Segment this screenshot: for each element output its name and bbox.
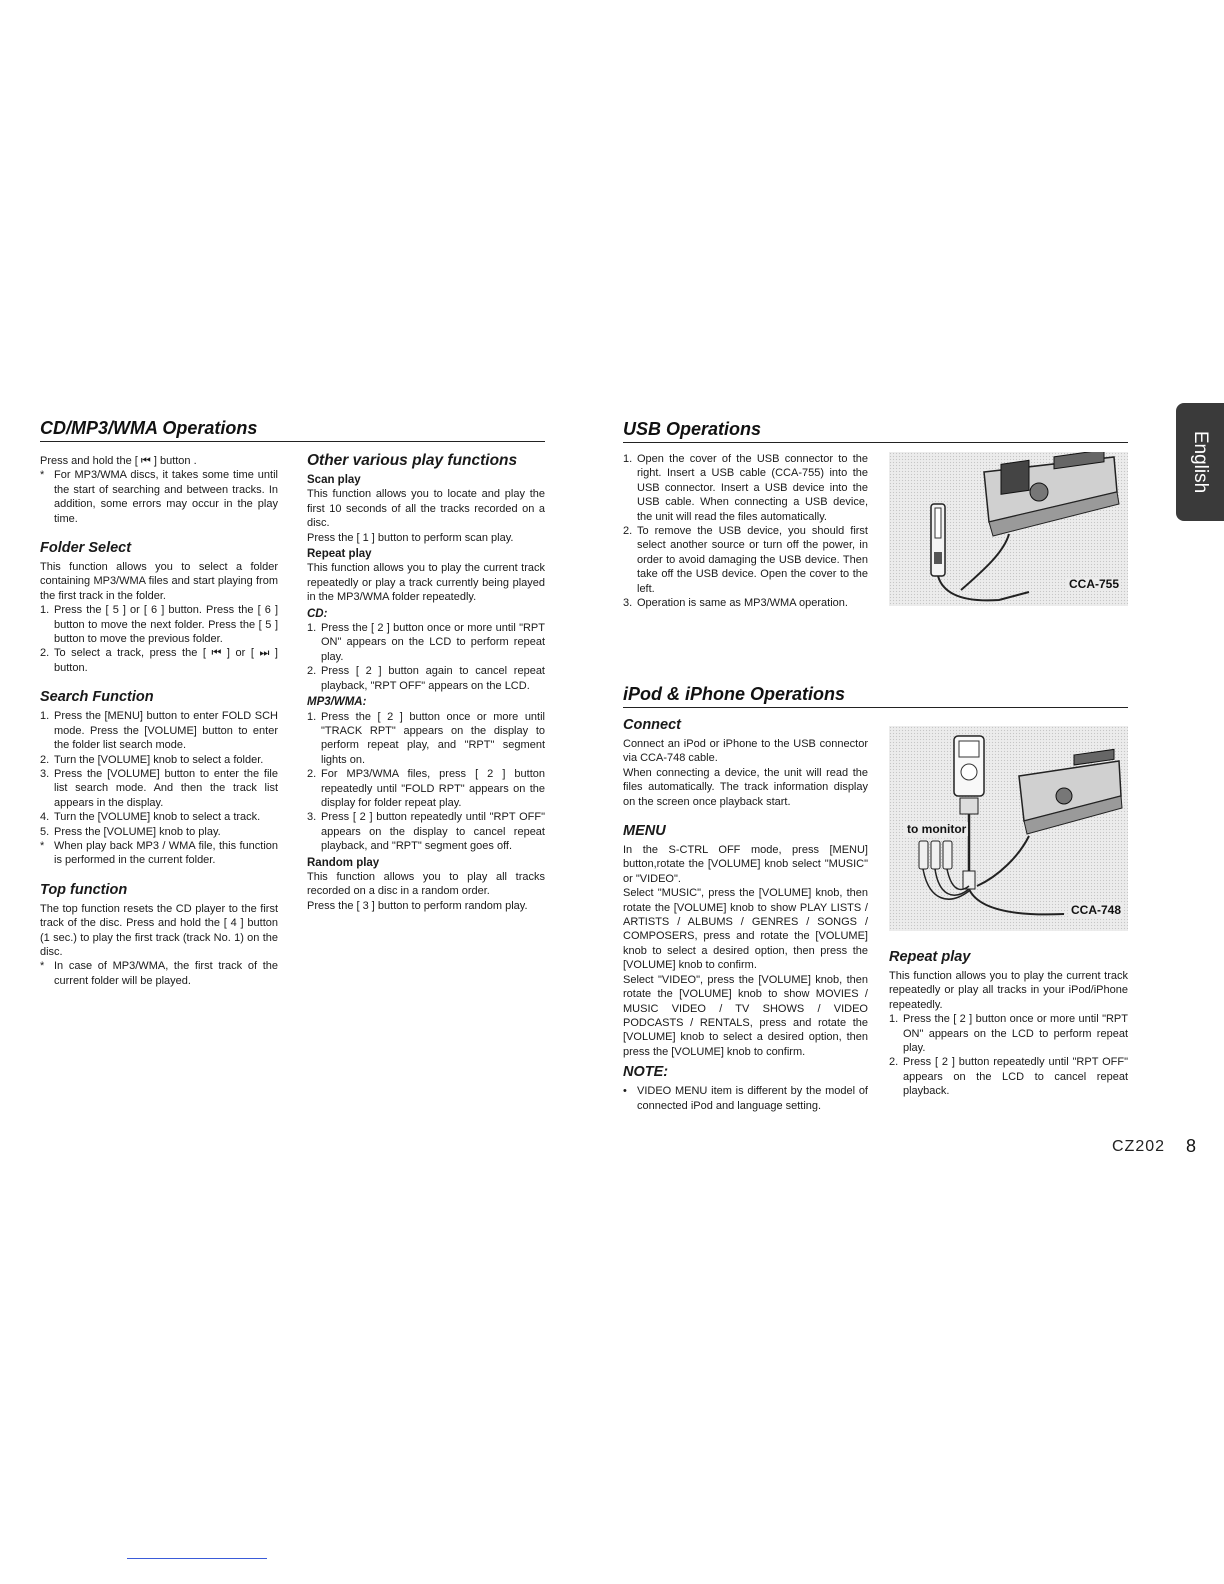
- random-play-press: Press the [ 3 ] button to perform random play.: [307, 899, 528, 912]
- top-function-title: Top function: [40, 881, 128, 898]
- note-title: NOTE:: [623, 1064, 669, 1081]
- language-tab-label: English: [1190, 430, 1211, 494]
- scan-play-title: Scan play: [307, 474, 361, 486]
- head-unit-drawing: [984, 452, 1119, 536]
- section-title-usb: USB Operations: [623, 419, 762, 439]
- list-item: 2. To remove the USB device, you should first select another source or turn off the power, in order to avoid damaging the USB device. Then take off the USB device. Open the cover to the left.: [623, 525, 868, 595]
- connect-title: Connect: [623, 717, 681, 733]
- list-item: 1. Press the [MENU] button to enter FOLD SCH mode. Press the [VOLUME] button to enter the folder list search mode.: [40, 710, 278, 752]
- menu-music: Select "MUSIC", press the [VOLUME] knob, then rotate the [VOLUME] knob to show PLAY LISTS / ARTISTS / ALBUMS / GENRES / SONGS / COMPOSERS, press and rotate the [VOLUME] knob to select a desired option, then press the [VOLUME] knob to confirm.: [623, 887, 868, 972]
- menu-desc: In the S-CTRL OFF mode, press [MENU] button,rotate the [VOLUME] knob select "MUSIC" or "VIDEO".: [623, 844, 868, 885]
- scan-play-press: Press the [ 1 ] button to perform scan play.: [307, 531, 514, 544]
- list-item: 1. Press the [ 2 ] button once or more until "TRACK RPT" appears on the display to perform repeat play, and "RPT" segment lights on.: [307, 710, 545, 766]
- head-unit-drawing: [1019, 749, 1122, 834]
- section-rule-ipod: [623, 707, 1128, 708]
- list-item: 4. Turn the [VOLUME] knob to select a track.: [40, 811, 261, 824]
- ipod-column: [623, 716, 868, 1113]
- list-item: 3. Operation is same as MP3/WMA operation.: [623, 597, 848, 610]
- mp3-label: MP3/WMA:: [307, 696, 367, 709]
- ipod-repeat-title: Repeat play: [889, 949, 971, 965]
- ipod-figure-monitor-label: to monitor: [907, 822, 967, 836]
- random-play-desc: This function allows you to play all tracks recorded on a disc in a random order.: [307, 870, 545, 898]
- list-item: 2. Turn the [VOLUME] knob to select a folder.: [40, 753, 264, 766]
- folder-select-desc: This function allows you to select a folder containing MP3/WMA files and start playing from the first track in the folder.: [40, 561, 278, 602]
- list-item: 3. Press [ 2 ] button repeatedly until "RPT OFF" appears on the display to cancel repeat playback, and "RPT" segment goes off.: [307, 811, 545, 853]
- ipod-repeat-desc: This function allows you to play the current track repeatedly or play all tracks in your iPod/iPhone repeatedly.: [889, 970, 1128, 1011]
- list-item: 2. Press [ 2 ] button repeatedly until "RPT OFF" appears on the LCD to cancel repeat playback.: [889, 1056, 1128, 1098]
- search-function-title: Search Function: [40, 689, 154, 706]
- connect-desc: Connect an iPod or iPhone to the USB connector via CCA-748 cable.: [623, 738, 868, 765]
- bottom-link-underline: [127, 1558, 267, 1559]
- top-function-desc: The top function resets the CD player to the first track of the disc. Press and hold the [ 4 ] button (1 sec.) to play the first track (track No. 1) on the disc.: [40, 902, 278, 958]
- search-note: * When play back MP3 / WMA file, this function is performed in the current folder.: [40, 839, 278, 867]
- section-title-ipod: iPod & iPhone Operations: [623, 684, 846, 704]
- list-item: 1. Open the cover of the USB connector to the right. Insert a USB cable (CCA-755) into the USB connector. Insert a USB device into the USB cable. When connecting a USB device, the unit will read the files automatically.: [623, 453, 868, 523]
- footer-model: CZ202: [1112, 1138, 1166, 1155]
- ipod-figure: [889, 726, 1128, 931]
- ipod-figure-cable-label: CCA-748: [1071, 903, 1122, 917]
- section-rule-usb: [623, 442, 1128, 443]
- top-function-note: * In case of MP3/WMA, the first track of the current folder will be played.: [40, 960, 278, 987]
- list-item: 2. To select a track, press the [ ⏮ ] or [ ⏭ ] button.: [40, 647, 278, 674]
- section-title-cd: CD/MP3/WMA Operations: [40, 418, 258, 438]
- menu-video: Select "VIDEO", press the [VOLUME] knob, then rotate the [VOLUME] knob to show MOVIES / MUSIC VIDEO / TV SHOWS / VIDEO PODCASTS / RENTALS, press and rotate the [VOLUME] knob to select a desired option, then press the [VOLUME] knob to confirm.: [623, 973, 868, 1058]
- random-play-title: Random play: [307, 856, 380, 869]
- note-item: • VIDEO MENU item is different by the model of connected iPod and language setting.: [623, 1085, 868, 1112]
- asterisk-marker: *: [40, 469, 45, 482]
- connect-desc-2: When connecting a device, the unit will read the files automatically. The track information display on the screen once playback start.: [623, 766, 868, 808]
- other-functions-title: Other various play functions: [307, 452, 518, 469]
- cd-column: [40, 454, 278, 988]
- usb-figure-label: CCA-755: [1069, 577, 1120, 591]
- list-item: 1. Press the [ 2 ] button once or more until "RPT ON" appears on the LCD to perform repeat play.: [307, 622, 545, 663]
- language-tab: [1176, 403, 1224, 521]
- repeat-play-desc: This function allows you to play the current track repeatedly or play a track currently being played in the MP3/WMA folder repeatedly.: [307, 562, 545, 604]
- page-number: 8: [1186, 1136, 1197, 1156]
- list-item: 5. Press the [VOLUME] knob to play.: [40, 825, 221, 838]
- usb-column: [623, 452, 868, 610]
- usb-figure: [889, 452, 1128, 606]
- section-rule-cd: [40, 441, 545, 442]
- list-item: 2. Press [ 2 ] button again to cancel repeat playback, "RPT OFF" appears on the LCD.: [307, 665, 545, 692]
- list-item: 3. Press the [VOLUME] button to enter the file list search mode. And then the track list appears in the display.: [40, 767, 278, 809]
- other-column: [307, 452, 545, 913]
- list-item: 2. For MP3/WMA files, press [ 2 ] button repeatedly until "FOLD RPT" appears on the display for folder repeat play.: [307, 768, 545, 809]
- list-item: 1. Press the [ 5 ] or [ 6 ] button. Press the [ 6 ] button to move the next folder. Press the [ 5 ] button to move the previous folder.: [40, 604, 278, 646]
- cd-intro-note: * For MP3/WMA discs, it takes some time until the start of searching and between tracks. In addition, some errors may occur in the play time.: [40, 469, 278, 525]
- list-item: 1. Press the [ 2 ] button once or more until "RPT ON" appears on the LCD to perform repeat play.: [889, 1013, 1128, 1055]
- menu-title: MENU: [623, 823, 666, 840]
- ipod-repeat-column: [889, 948, 1128, 1099]
- ipod-device-drawing: [954, 736, 984, 814]
- cd-intro: Press and hold the [ ⏮ ] button .: [40, 455, 197, 467]
- scan-play-desc: This function allows you to locate and play the first 10 seconds of all the tracks recorded on a disc.: [307, 488, 545, 530]
- folder-select-title: Folder Select: [40, 540, 132, 557]
- repeat-play-title: Repeat play: [307, 548, 372, 561]
- cd-label: CD:: [307, 607, 328, 620]
